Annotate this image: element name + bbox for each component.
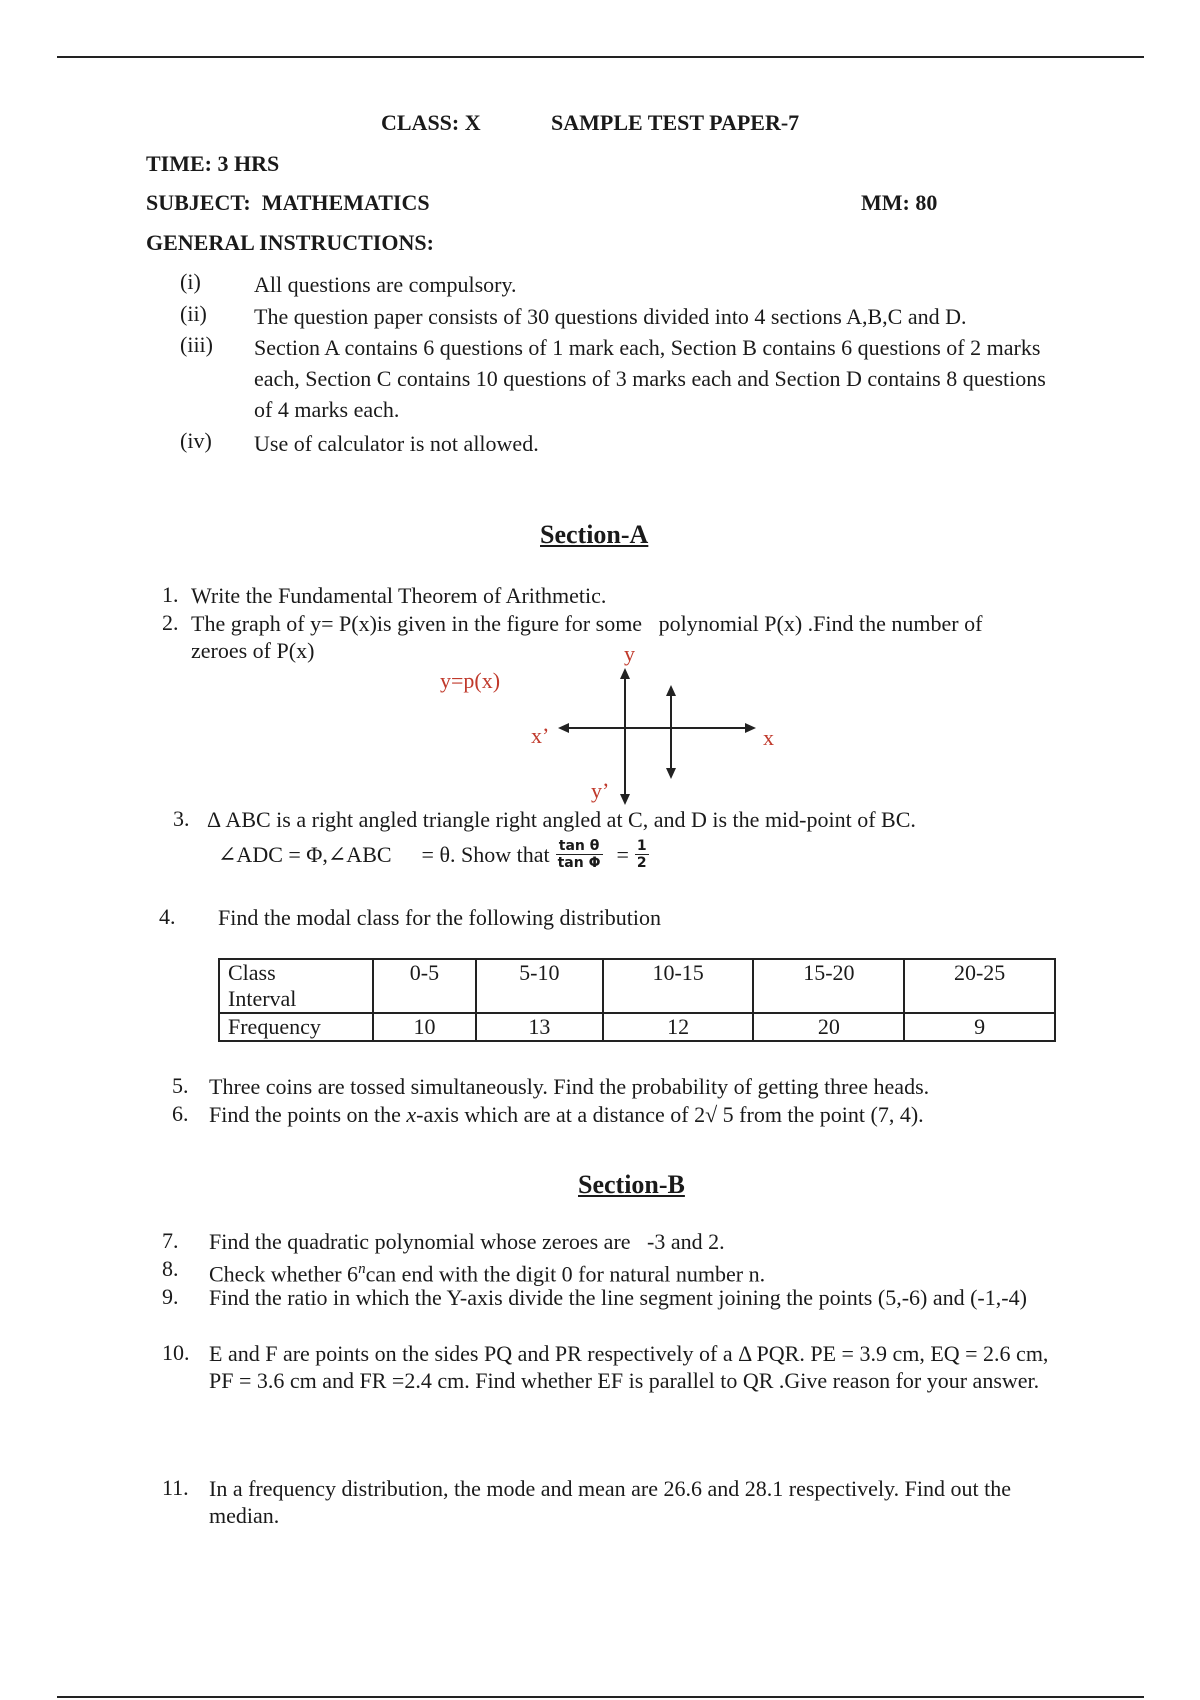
curve-arrow-up-icon <box>666 685 676 696</box>
frequency-cell: 10 <box>373 1013 476 1041</box>
fraction-numerator: 1 <box>636 838 647 854</box>
question-5 <box>172 1073 1072 1100</box>
question-text: Find the points on the x-axis which are at a distance of 2√ 5 from the point (7, 4). <box>209 1102 924 1127</box>
frequency-distribution-table <box>218 958 1056 1042</box>
question-text: Write the Fundamental Theorem of Arithmetic. <box>191 583 607 608</box>
question-3-equation <box>218 838 649 871</box>
instruction-text: Use of calculator is not allowed. <box>254 431 539 456</box>
equals-sign: = <box>616 841 629 867</box>
question-6 <box>172 1101 1072 1128</box>
question-11 <box>162 1475 1067 1529</box>
graph-y-neg-label: y’ <box>591 778 610 803</box>
table-row <box>219 1013 1055 1041</box>
question-number: 1. <box>162 582 179 607</box>
question-number: 10. <box>162 1340 190 1365</box>
class-cell: 5-10 <box>476 959 603 1013</box>
instruction-item <box>180 269 1060 300</box>
table-row <box>219 959 1055 1013</box>
frequency-cell: 9 <box>904 1013 1055 1041</box>
frequency-cell: 13 <box>476 1013 603 1041</box>
fraction-denominator: tan Φ <box>557 855 601 871</box>
header-line-1: Class <box>228 960 276 985</box>
question-4 <box>159 904 1059 931</box>
question-number: 9. <box>162 1284 179 1309</box>
question-number: 7. <box>162 1228 179 1253</box>
question-number: 5. <box>172 1073 189 1098</box>
question-9 <box>162 1284 1067 1311</box>
question-number: 4. <box>159 904 176 929</box>
instruction-item <box>180 301 1060 332</box>
instruction-item <box>180 428 1060 459</box>
question-text: Three coins are tossed simultaneously. Find the probability of getting three heads. <box>209 1074 930 1099</box>
top-rule <box>57 56 1144 58</box>
question-text: In a frequency distribution, the mode and mean are 26.6 and 28.1 respectively. Find out the median. <box>209 1476 1011 1528</box>
class-cell: 20-25 <box>904 959 1055 1013</box>
graph-x-neg-label: x’ <box>531 723 550 748</box>
question-number: 8. <box>162 1256 179 1281</box>
question-3 <box>173 806 1053 833</box>
question-10 <box>162 1340 1067 1394</box>
question-7 <box>162 1228 1062 1255</box>
frequency-cell: 12 <box>603 1013 754 1041</box>
angle-statement: ∠ADC = Φ,∠ABC <box>218 841 392 867</box>
question-8 <box>162 1256 1062 1287</box>
instruction-text: The question paper consists of 30 questions divided into 4 sections A,B,C and D. <box>254 304 967 329</box>
question-number: 11. <box>162 1475 189 1500</box>
y-axis-arrow-up-icon <box>620 668 630 679</box>
question-number: 3. <box>173 806 190 831</box>
polynomial-graph <box>555 665 765 810</box>
graph-curve-label: y=p(x) <box>440 668 501 693</box>
row-header-class-interval <box>219 959 373 1013</box>
show-that-text: = θ. Show that <box>421 841 550 867</box>
class-cell: 10-15 <box>603 959 754 1013</box>
question-1 <box>162 582 1062 609</box>
instruction-number: (i) <box>180 269 201 294</box>
question-text: Find the modal class for the following distribution <box>218 905 662 930</box>
header-line-2: Interval <box>228 986 297 1011</box>
section-a-title: Section-A <box>540 520 649 549</box>
instruction-item <box>180 332 1050 425</box>
subject-label: SUBJECT: MATHEMATICS <box>146 190 430 215</box>
row-header-frequency: Frequency <box>219 1013 373 1041</box>
time-label: TIME: 3 HRS <box>146 151 280 176</box>
fraction-denominator: 2 <box>636 855 647 871</box>
section-b-title: Section-B <box>578 1170 685 1199</box>
class-cell: 15-20 <box>753 959 904 1013</box>
instruction-number: (iii) <box>180 332 213 357</box>
question-text: Find the ratio in which the Y-axis divide the line segment joining the points (5,-6) and (-1,-4) <box>209 1285 1027 1310</box>
fraction-one-half <box>635 838 649 871</box>
fraction-tan-ratio <box>556 838 603 871</box>
question-2 <box>162 610 1042 664</box>
max-marks: MM: 80 <box>861 190 938 215</box>
class-label: CLASS: X <box>381 110 481 135</box>
bottom-rule <box>57 1696 1144 1698</box>
question-text: The graph of y= P(x)is given in the figure for some polynomial P(x) .Find the number of zeroes of P(x) <box>191 611 988 663</box>
x-axis-arrow-right-icon <box>745 723 756 733</box>
question-text: Check whether 6$^n$can end with the digit 0 for natural number n. <box>209 1261 766 1287</box>
x-axis-arrow-left-icon <box>558 723 569 733</box>
question-number: 6. <box>172 1101 189 1126</box>
general-instructions-heading: GENERAL INSTRUCTIONS: <box>146 230 434 255</box>
curve-arrow-down-icon <box>666 768 676 779</box>
frequency-cell: 20 <box>753 1013 904 1041</box>
instruction-number: (iv) <box>180 428 212 453</box>
question-text: Find the quadratic polynomial whose zeroes are -3 and 2. <box>209 1229 725 1254</box>
instruction-number: (ii) <box>180 301 207 326</box>
y-axis-arrow-down-icon <box>620 794 630 805</box>
graph-y-label: y <box>624 641 635 666</box>
instruction-text: Section A contains 6 questions of 1 mark each, Section B contains 6 questions of 2 marks each, Section C contains 10 questions of 3 marks each and Section D contains 8 questions of 4 marks each. <box>254 335 1046 422</box>
graph-x-label: x <box>763 725 774 750</box>
question-text-line1: Δ ABC is a right angled triangle right angled at C, and D is the mid-point of BC. <box>207 807 916 832</box>
fraction-numerator: tan θ <box>556 838 603 855</box>
instruction-text: All questions are compulsory. <box>254 272 517 297</box>
question-text: E and F are points on the sides PQ and PR respectively of a Δ PQR. PE = 3.9 cm, EQ = 2.6 cm, PF = 3.6 cm and FR =2.4 cm. Find whether EF is parallel to QR .Give reason for your answer. <box>209 1341 1049 1393</box>
class-cell: 0-5 <box>373 959 476 1013</box>
paper-title: SAMPLE TEST PAPER-7 <box>551 110 800 135</box>
question-number: 2. <box>162 610 179 635</box>
